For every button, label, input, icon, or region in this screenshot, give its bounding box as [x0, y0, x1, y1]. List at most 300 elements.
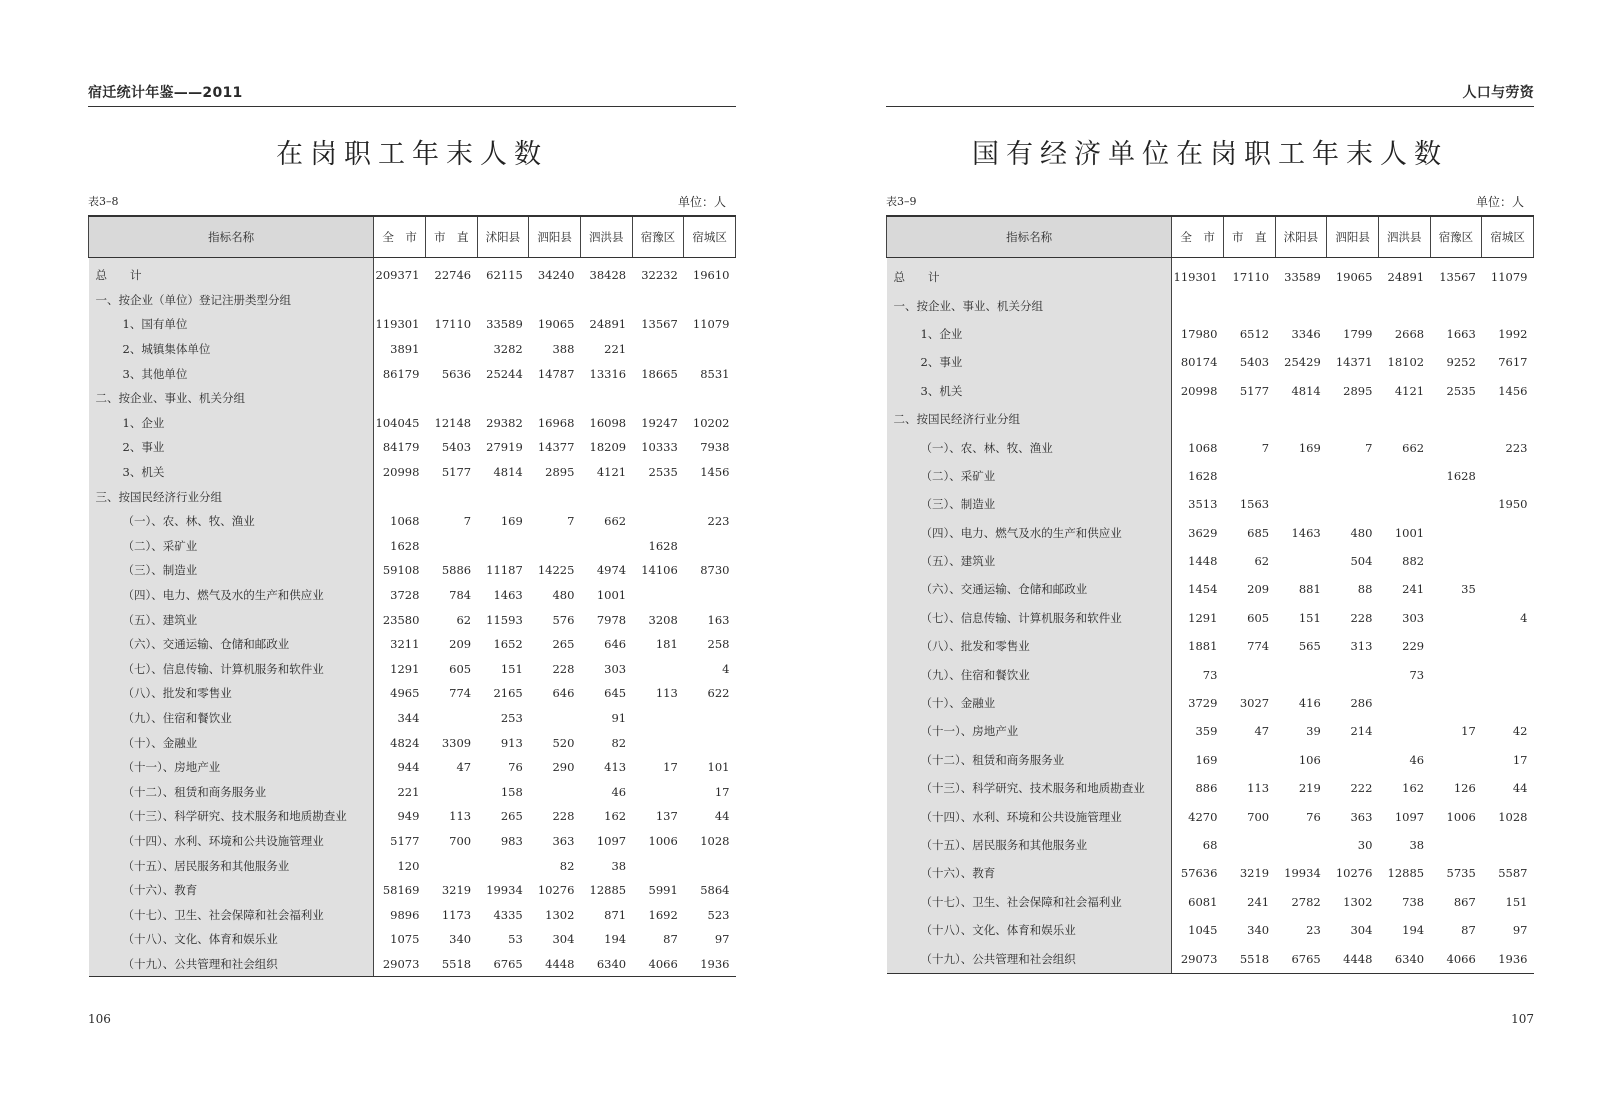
value-cell: 5735	[1446, 866, 1476, 881]
value-cell	[684, 730, 736, 755]
value-cell: 1456	[700, 465, 730, 480]
table-row	[89, 484, 736, 509]
value-cell	[1275, 660, 1327, 688]
value-cell: 158	[500, 784, 523, 799]
page-title: 在岗职工年末人数	[276, 139, 548, 170]
table-row	[89, 632, 736, 657]
value-cell	[374, 386, 426, 411]
value-cell: 119301	[375, 317, 420, 332]
table-row	[89, 706, 736, 731]
value-cell: 169	[1298, 440, 1321, 455]
value-cell: 241	[1402, 582, 1425, 597]
value-cell: 11593	[486, 612, 523, 627]
value-cell: 576	[552, 612, 575, 627]
table-row	[89, 804, 736, 829]
table-row	[89, 779, 736, 804]
table-row	[89, 657, 736, 682]
value-cell	[529, 484, 581, 509]
table-row	[887, 291, 1534, 319]
value-cell	[529, 386, 581, 411]
value-cell	[1223, 660, 1275, 688]
value-cell: 7938	[700, 440, 730, 455]
value-cell: 3891	[390, 342, 420, 357]
value-cell: 4814	[493, 465, 523, 480]
value-cell: 646	[604, 637, 627, 652]
value-cell: 46	[611, 784, 627, 799]
row-label: 3、机关	[887, 377, 1172, 405]
value-cell: 413	[604, 760, 627, 775]
table-row	[887, 405, 1534, 433]
value-cell: 119301	[1173, 270, 1218, 285]
value-cell: 5886	[441, 563, 472, 578]
value-cell: 4121	[1394, 383, 1425, 398]
value-cell: 209371	[375, 268, 420, 283]
value-cell: 82	[559, 858, 575, 873]
page-number: 106	[88, 1012, 111, 1026]
value-cell	[1430, 632, 1482, 660]
row-label: （二）、采矿业	[887, 462, 1172, 490]
value-cell: 87	[663, 932, 678, 947]
value-cell	[632, 484, 684, 509]
value-cell	[1482, 547, 1534, 575]
column-header-indicator: 指标名称	[887, 216, 1172, 258]
value-cell	[1378, 291, 1430, 319]
table-row	[89, 258, 736, 288]
value-cell: 303	[604, 661, 627, 676]
value-cell: 62115	[486, 268, 523, 283]
value-cell: 6340	[1378, 944, 1430, 973]
table-row	[89, 853, 736, 878]
value-cell: 12148	[434, 415, 472, 430]
value-cell: 46	[1409, 752, 1425, 767]
table-row	[89, 288, 736, 313]
value-cell	[425, 853, 477, 878]
value-cell: 223	[707, 514, 730, 529]
value-cell: 1068	[1188, 440, 1218, 455]
value-cell: 4270	[1188, 809, 1218, 824]
table-row	[89, 927, 736, 952]
row-label: （一）、农、林、牧、渔业	[89, 509, 374, 534]
value-cell	[425, 484, 477, 509]
row-label: （二）、采矿业	[89, 534, 374, 559]
row-label: 2、事业	[887, 348, 1172, 376]
value-cell: 162	[604, 809, 627, 824]
value-cell: 97	[1512, 923, 1528, 938]
table-row	[887, 490, 1534, 518]
value-cell: 38	[1409, 838, 1425, 852]
value-cell	[1327, 462, 1379, 490]
value-cell	[1275, 291, 1327, 319]
value-cell: 1028	[1498, 809, 1528, 824]
table-row	[887, 717, 1534, 745]
value-cell	[1482, 405, 1534, 433]
value-cell	[529, 779, 581, 804]
value-cell	[477, 853, 529, 878]
column-header: 泗洪县	[580, 216, 632, 258]
value-cell	[1275, 547, 1327, 575]
value-cell: 774	[449, 686, 472, 701]
value-cell	[1223, 462, 1275, 490]
value-cell	[632, 657, 684, 682]
value-cell	[684, 337, 736, 362]
value-cell	[1430, 291, 1482, 319]
value-cell: 23580	[382, 612, 420, 627]
value-cell: 229	[1402, 639, 1425, 654]
value-cell: 5587	[1498, 866, 1528, 881]
column-header: 宿城区	[1482, 216, 1534, 258]
value-cell: 5636	[441, 366, 472, 381]
value-cell	[477, 386, 529, 411]
value-cell: 16098	[589, 415, 627, 430]
value-cell: 1302	[1343, 894, 1373, 909]
value-cell: 11079	[692, 317, 730, 332]
row-label: （七）、信息传输、计算机服务和软件业	[89, 657, 374, 682]
value-cell: 18102	[1387, 355, 1425, 370]
value-cell: 44	[1512, 781, 1528, 796]
value-cell	[1430, 689, 1482, 717]
value-cell: 12885	[1387, 866, 1425, 881]
value-cell: 17110	[1232, 270, 1270, 285]
value-cell: 169	[1195, 752, 1218, 767]
value-cell: 68	[1202, 838, 1218, 852]
column-header: 宿豫区	[632, 216, 684, 258]
value-cell	[684, 534, 736, 559]
value-cell: 344	[397, 710, 420, 725]
value-cell: 1992	[1498, 326, 1528, 341]
value-cell: 622	[707, 686, 730, 701]
value-cell	[425, 386, 477, 411]
table-row	[89, 386, 736, 411]
value-cell: 363	[552, 833, 575, 848]
value-cell: 1001	[1394, 525, 1425, 540]
value-cell: 86179	[382, 366, 420, 381]
table-row	[887, 348, 1534, 376]
value-cell: 214	[1350, 724, 1373, 739]
value-cell: 3513	[1188, 497, 1218, 512]
value-cell: 209	[449, 637, 472, 652]
column-header: 市 直	[1223, 216, 1275, 258]
value-cell: 4448	[1327, 944, 1379, 973]
value-cell: 29073	[374, 952, 426, 977]
value-cell	[425, 779, 477, 804]
table-row	[887, 632, 1534, 660]
value-cell: 169	[500, 514, 523, 529]
value-cell	[1223, 291, 1275, 319]
value-cell: 17	[1512, 752, 1528, 767]
column-header: 宿豫区	[1430, 216, 1482, 258]
value-cell: 59108	[382, 563, 420, 578]
value-cell: 4814	[1291, 383, 1321, 398]
value-cell	[1482, 462, 1534, 490]
value-cell: 4824	[390, 735, 420, 750]
row-label: （七）、信息传输、计算机服务和软件业	[887, 604, 1172, 632]
table-row	[887, 660, 1534, 688]
row-label: 一、按企业（单位）登记注册类型分组	[89, 288, 374, 313]
value-cell: 221	[604, 342, 627, 357]
value-cell: 9252	[1446, 355, 1476, 370]
table-row	[89, 730, 736, 755]
value-cell: 1068	[390, 514, 420, 529]
value-cell: 5177	[1239, 383, 1270, 398]
value-cell: 565	[1298, 639, 1321, 654]
table-row	[887, 320, 1534, 348]
value-cell	[632, 853, 684, 878]
value-cell: 6081	[1188, 894, 1218, 909]
value-cell: 13316	[589, 366, 627, 381]
value-cell: 22746	[434, 268, 472, 283]
row-label: （十九）、公共管理和社会组织	[887, 944, 1172, 973]
row-label: （十八）、文化、体育和娱乐业	[89, 927, 374, 952]
value-cell: 645	[604, 686, 627, 701]
value-cell	[580, 484, 632, 509]
value-cell: 29382	[486, 415, 523, 430]
column-header: 宿城区	[684, 216, 736, 258]
row-label: 3、机关	[89, 460, 374, 485]
column-header: 沭阳县	[477, 216, 529, 258]
value-cell: 1302	[545, 907, 575, 922]
value-cell: 3309	[441, 735, 472, 750]
value-cell: 1173	[441, 907, 472, 922]
value-cell: 7	[1365, 440, 1373, 455]
value-cell: 47	[1254, 724, 1270, 739]
value-cell: 80174	[1180, 355, 1218, 370]
value-cell: 5177	[390, 833, 420, 848]
value-cell: 194	[604, 932, 627, 947]
value-cell: 2535	[648, 465, 678, 480]
value-cell	[1275, 831, 1327, 859]
value-cell	[1430, 746, 1482, 774]
value-cell: 14371	[1335, 355, 1373, 370]
table-row	[887, 377, 1534, 405]
value-cell: 1628	[390, 538, 420, 553]
value-cell: 1881	[1188, 639, 1218, 654]
column-header: 沭阳县	[1275, 216, 1327, 258]
value-cell: 84179	[382, 440, 420, 455]
value-cell: 1097	[596, 833, 627, 848]
row-label: （十三）、科学研究、技术服务和地质勘查业	[887, 774, 1172, 802]
value-cell: 39	[1306, 724, 1321, 739]
row-label: （四）、电力、燃气及水的生产和供应业	[89, 583, 374, 608]
value-cell: 2535	[1446, 383, 1476, 398]
value-cell: 228	[1350, 610, 1373, 625]
value-cell: 7978	[596, 612, 627, 627]
value-cell	[684, 583, 736, 608]
value-cell	[1172, 405, 1224, 433]
table-row	[89, 411, 736, 436]
row-label: （四）、电力、燃气及水的生产和供应业	[887, 519, 1172, 547]
column-header: 市 直	[425, 216, 477, 258]
value-cell: 1291	[1188, 610, 1218, 625]
value-cell	[1378, 717, 1430, 745]
value-cell: 363	[1350, 809, 1373, 824]
row-label: （十二）、租赁和商务服务业	[887, 746, 1172, 774]
value-cell: 1628	[648, 538, 678, 553]
table-row	[89, 534, 736, 559]
value-cell: 7	[463, 514, 472, 529]
value-cell: 27919	[486, 440, 523, 455]
value-cell: 222	[1350, 781, 1373, 796]
value-cell: 20998	[382, 465, 420, 480]
value-cell: 304	[552, 932, 575, 947]
row-label: （十八）、文化、体育和娱乐业	[887, 916, 1172, 944]
value-cell: 5991	[648, 883, 678, 898]
value-cell: 605	[1247, 610, 1270, 625]
value-cell: 11079	[1490, 270, 1528, 285]
value-cell: 11187	[486, 563, 523, 578]
value-cell	[632, 583, 684, 608]
value-cell: 18665	[641, 366, 678, 381]
value-cell: 5518	[1223, 944, 1275, 973]
value-cell: 113	[449, 809, 472, 824]
value-cell: 17110	[434, 317, 472, 332]
row-label: （十七）、卫生、社会保障和社会福利业	[887, 888, 1172, 916]
value-cell: 480	[552, 588, 575, 603]
value-cell: 1456	[1498, 383, 1528, 398]
value-cell: 34240	[537, 268, 575, 283]
value-cell: 17980	[1180, 326, 1218, 341]
value-cell: 4335	[493, 907, 523, 922]
value-cell	[1430, 490, 1482, 518]
value-cell: 19247	[641, 415, 678, 430]
value-cell: 944	[397, 760, 420, 775]
value-cell	[632, 337, 684, 362]
value-cell: 2782	[1291, 894, 1321, 909]
value-cell	[1378, 490, 1430, 518]
value-cell	[1378, 689, 1430, 717]
running-head-text: 宿迁统计年鉴——2011	[88, 85, 243, 101]
value-cell: 7	[1261, 440, 1270, 455]
value-cell: 340	[1247, 923, 1270, 938]
value-cell: 662	[1402, 440, 1425, 455]
value-cell: 1454	[1188, 582, 1218, 597]
value-cell: 33589	[486, 317, 523, 332]
value-cell: 219	[1298, 781, 1321, 796]
row-label: （六）、交通运输、仓储和邮政业	[887, 575, 1172, 603]
column-header: 泗阳县	[1327, 216, 1379, 258]
value-cell: 10202	[692, 415, 730, 430]
column-header: 全 市	[374, 216, 426, 258]
value-cell: 520	[552, 735, 575, 750]
table-row	[89, 361, 736, 386]
row-label: 二、按国民经济行业分组	[887, 405, 1172, 433]
value-cell	[632, 730, 684, 755]
row-label: （八）、批发和零售业	[887, 632, 1172, 660]
value-cell	[632, 706, 684, 731]
value-cell: 38	[611, 858, 627, 873]
value-cell	[1482, 660, 1534, 688]
value-cell	[1482, 689, 1534, 717]
row-label: （十四）、水利、环境和公共设施管理业	[89, 829, 374, 854]
value-cell: 3728	[390, 588, 420, 603]
value-cell: 73	[1202, 667, 1218, 682]
table-row	[887, 547, 1534, 575]
value-cell: 18209	[589, 440, 627, 455]
value-cell: 265	[552, 637, 575, 652]
value-cell: 151	[500, 661, 523, 676]
value-cell: 53	[508, 932, 523, 947]
running-head	[886, 82, 1534, 107]
running-head-text: 人口与劳资	[1462, 85, 1534, 101]
value-cell: 303	[1402, 610, 1425, 625]
value-cell: 3208	[648, 612, 678, 627]
value-cell: 228	[552, 809, 575, 824]
value-cell	[1172, 291, 1224, 319]
value-cell: 223	[1505, 440, 1528, 455]
value-cell: 1628	[1188, 468, 1218, 483]
table-row	[89, 558, 736, 583]
header-row	[887, 216, 1534, 258]
value-cell: 29073	[1172, 944, 1224, 973]
value-cell: 3629	[1188, 525, 1218, 540]
table-row	[89, 583, 736, 608]
row-label: （三）、制造业	[89, 558, 374, 583]
unit-label: 单位：人	[1475, 195, 1524, 209]
value-cell: 1950	[1498, 497, 1528, 512]
row-label: （十五）、居民服务和其他服务业	[89, 853, 374, 878]
value-cell: 1663	[1446, 326, 1476, 341]
value-cell: 1045	[1188, 923, 1218, 938]
row-label: （一）、农、林、牧、渔业	[887, 433, 1172, 461]
value-cell: 19065	[537, 317, 575, 332]
row-label: 总 计	[89, 258, 374, 288]
table-row	[887, 944, 1534, 973]
value-cell	[425, 337, 477, 362]
value-cell: 913	[500, 735, 523, 750]
value-cell: 38428	[589, 268, 627, 283]
value-cell	[1327, 405, 1379, 433]
value-cell	[529, 706, 581, 731]
table-row	[887, 433, 1534, 461]
value-cell	[1482, 575, 1534, 603]
row-label: （五）、建筑业	[887, 547, 1172, 575]
value-cell: 6765	[1275, 944, 1327, 973]
value-cell: 1799	[1343, 326, 1373, 341]
value-cell: 17	[663, 760, 678, 775]
value-cell: 1628	[1446, 468, 1476, 483]
row-label: 2、城镇集体单位	[89, 337, 374, 362]
value-cell	[1430, 519, 1482, 547]
value-cell	[425, 534, 477, 559]
value-cell: 3027	[1239, 696, 1270, 711]
value-cell: 5177	[441, 465, 472, 480]
table-row	[89, 460, 736, 485]
value-cell: 253	[500, 710, 523, 725]
value-cell: 359	[1195, 724, 1218, 739]
column-header: 全 市	[1172, 216, 1224, 258]
value-cell: 7617	[1498, 355, 1528, 370]
value-cell: 209	[1247, 582, 1270, 597]
value-cell: 1463	[1291, 525, 1321, 540]
value-cell	[477, 288, 529, 313]
row-label: （十）、金融业	[89, 730, 374, 755]
value-cell: 5518	[425, 952, 477, 977]
value-cell: 19934	[1284, 866, 1321, 881]
value-cell: 1075	[390, 932, 420, 947]
value-cell	[684, 484, 736, 509]
value-cell: 14787	[537, 366, 575, 381]
value-cell: 1006	[648, 833, 678, 848]
value-cell: 57636	[1180, 866, 1218, 881]
value-cell: 106	[1298, 752, 1321, 767]
value-cell: 1448	[1188, 554, 1218, 569]
row-label: 总 计	[887, 258, 1172, 292]
value-cell: 8730	[700, 563, 730, 578]
value-cell	[684, 706, 736, 731]
row-label: （十一）、房地产业	[887, 717, 1172, 745]
table-row	[887, 859, 1534, 887]
value-cell: 17	[1461, 724, 1476, 739]
value-cell: 3346	[1291, 326, 1321, 341]
